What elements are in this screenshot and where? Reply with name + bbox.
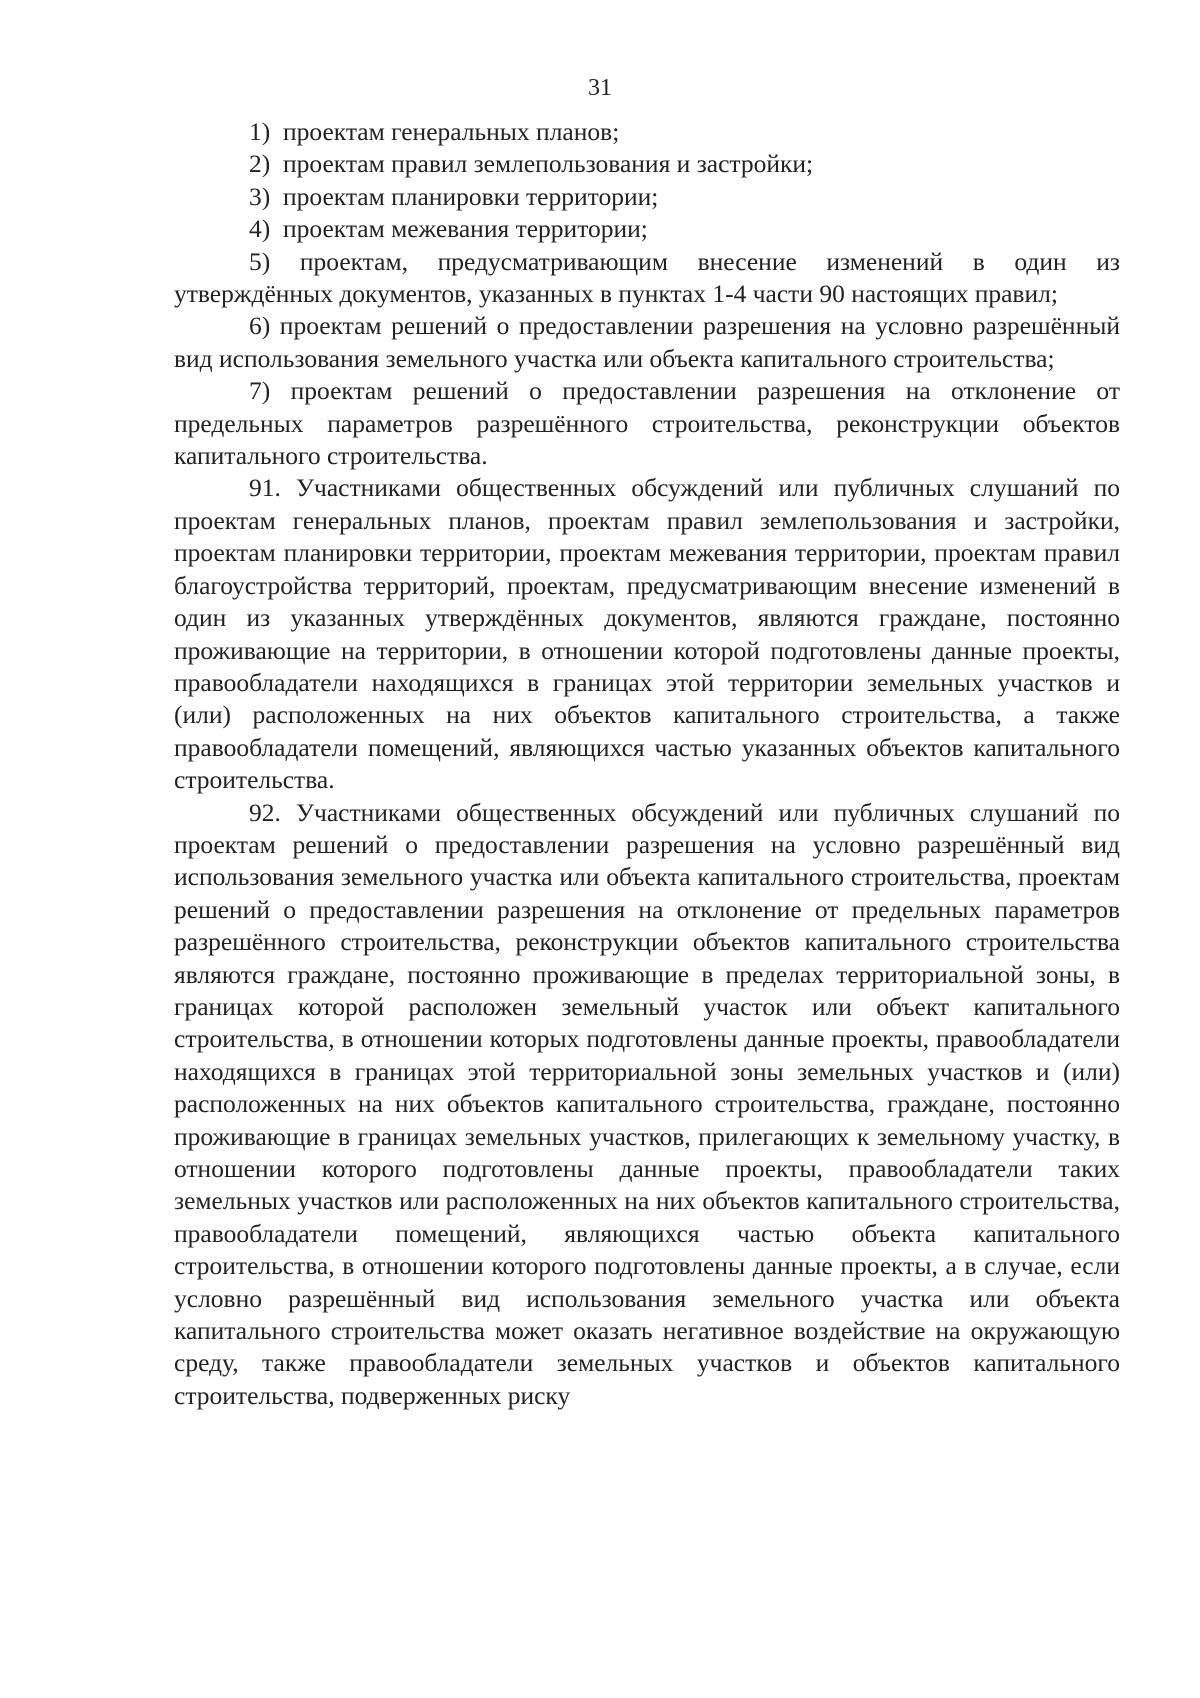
list-item: 3) проектам планировки территории; <box>249 181 659 211</box>
page-number: 31 <box>588 75 612 101</box>
list-item: 2) проектам правил землепользования и застройки; <box>249 149 814 179</box>
paragraph-91: 91. Участниками общественных обсуждений или публичных слушаний по проектам генеральных планов, проектам правил землепользования и застройки, проектам планировки территории, проектам межевания территории, проектам правил благоустройства территорий, проектам, предусматривающим внесение изменений в один из указанных утверждённых документов, являются граждане, постоянно проживающие на территории, в отношении которой подготовлены данные проекты, правообладатели находящихся в границах этой территории земельных участков и (или) расположенных на них объектов капитального строительства, а также правообладатели помещений, являющихся частью указанных объектов капитального строительства. <box>174 473 1120 795</box>
list-item-5: 5) проектам, предусматривающим внесение изменений в один из утверждённых документов, указанных в пунктах 1-4 части 90 настоящих правил; <box>174 246 1120 309</box>
document-body <box>174 116 1120 1412</box>
paragraph-92: 92. Участниками общественных обсуждений или публичных слушаний по проектам решений о предоставлении разрешения на условно разрешённый вид использования земельного участка или объекта капитального строительства, проектам решений о предоставлении разрешения на отклонение от предельных параметров разрешённого строительства, реконструкции объектов капитального строительства являются граждане, постоянно проживающие в пределах территориальной зоны, в границах которой расположен земельный участок или объект капитального строительства, в отношении которых подготовлены данные проекты, правообладатели находящихся в границах этой территориальной зоны земельных участков и (или) расположенных на них объектов капитального строительства, граждане, постоянно проживающие в границах земельных участков, прилегающих к земельному участку, в отношении которого подготовлены данные проекты, правообладатели таких земельных участков или расположенных на них объектов капитального строительства, правообладатели помещений, являющихся частью объекта капитального строительства, в отношении которого подготовлены данные проекты, а в случае, если условно разрешённый вид использования земельного участка или объекта капитального строительства может оказать негативное воздействие на окружающую среду, также правообладатели земельных участков и объектов капитального строительства, подверженных риску <box>174 797 1120 1410</box>
list-item: 1) проектам генеральных планов; <box>249 117 620 146</box>
list-item: 4) проектам межевания территории; <box>249 214 648 244</box>
list-item-6: 6) проектам решений о предоставлении разрешения на условно разрешённый вид использования земельного участка или объекта капитального строительства; <box>174 311 1120 373</box>
list-item-7: 7) проектам решений о предоставлении разрешения на отклонение от предельных параметров разрешённого строительства, реконструкции объектов капитального строительства. <box>174 376 1120 471</box>
